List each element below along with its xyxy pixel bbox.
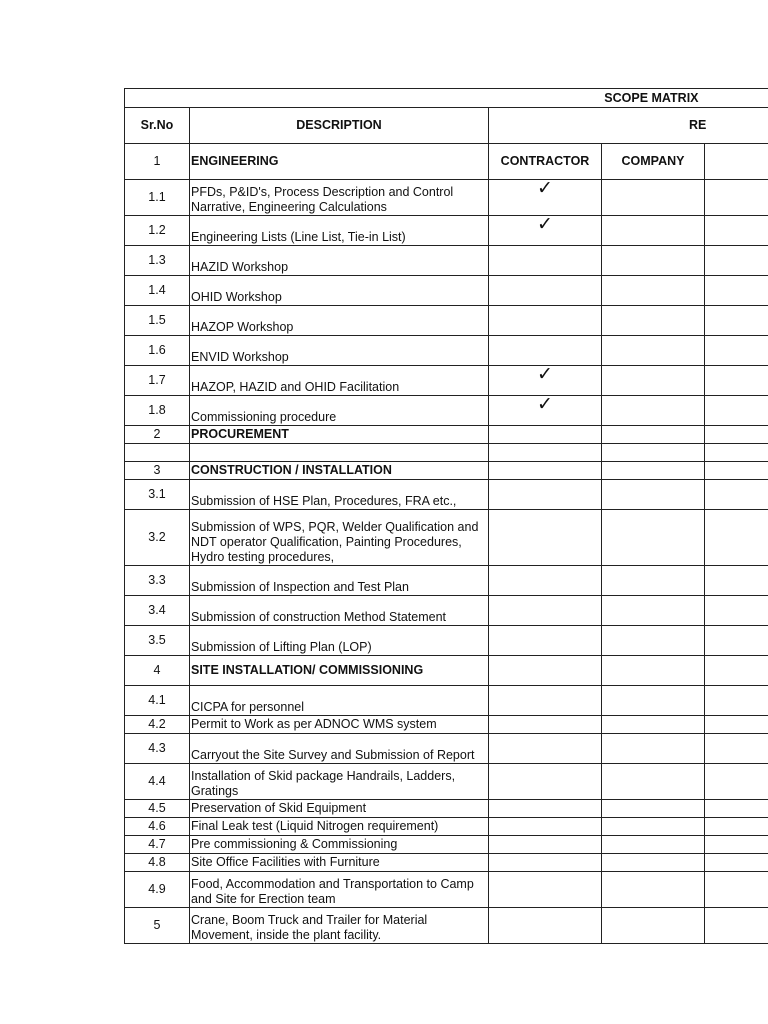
table-row xyxy=(125,180,768,216)
table-row xyxy=(125,656,768,686)
row-extra-cell xyxy=(705,800,768,818)
table-row xyxy=(125,566,768,596)
row-srno: 4.7 xyxy=(125,836,190,854)
row-company-cell xyxy=(602,596,705,626)
row-srno: 1.4 xyxy=(125,276,190,306)
checkmark-icon: ✓ xyxy=(537,215,553,235)
row-company-cell: COMPANY xyxy=(602,144,705,180)
row-extra-cell xyxy=(705,246,768,276)
row-company-cell xyxy=(602,462,705,480)
row-description: Installation of Skid package Handrails, Ladders, Gratings xyxy=(190,764,489,800)
table-row xyxy=(125,716,768,734)
row-company-cell xyxy=(602,276,705,306)
row-company-cell xyxy=(602,480,705,510)
row-description: Site Office Facilities with Furniture xyxy=(190,854,489,872)
row-contractor-cell xyxy=(489,686,602,716)
row-description: PFDs, P&ID's, Process Description and Control Narrative, Engineering Calculations xyxy=(190,180,489,216)
row-company-cell xyxy=(602,396,705,426)
header-srno: Sr.No xyxy=(125,108,190,144)
row-description: Submission of Lifting Plan (LOP) xyxy=(190,626,489,656)
row-company-cell xyxy=(602,626,705,656)
title-row xyxy=(125,89,768,108)
row-srno: 1.8 xyxy=(125,396,190,426)
row-contractor-cell xyxy=(489,908,602,944)
row-company-cell xyxy=(602,764,705,800)
row-extra-cell xyxy=(705,480,768,510)
table-row xyxy=(125,216,768,246)
row-srno: 4 xyxy=(125,656,190,686)
header-description: DESCRIPTION xyxy=(190,108,489,144)
row-description: Submission of HSE Plan, Procedures, FRA etc., xyxy=(190,480,489,510)
row-extra-cell xyxy=(705,872,768,908)
row-contractor-cell xyxy=(489,818,602,836)
row-extra-cell xyxy=(705,216,768,246)
row-description: ENGINEERING xyxy=(190,144,489,180)
table-row xyxy=(125,276,768,306)
row-description xyxy=(190,444,489,462)
table-row xyxy=(125,480,768,510)
row-description: SITE INSTALLATION/ COMMISSIONING xyxy=(190,656,489,686)
row-description: Preservation of Skid Equipment xyxy=(190,800,489,818)
row-description: Submission of WPS, PQR, Welder Qualification and NDT operator Qualification, Painting Procedures, Hydro testing procedures, xyxy=(190,510,489,566)
row-contractor-cell xyxy=(489,836,602,854)
table-row xyxy=(125,764,768,800)
table-row xyxy=(125,626,768,656)
row-description: HAZOP, HAZID and OHID Facilitation xyxy=(190,366,489,396)
row-srno: 4.3 xyxy=(125,734,190,764)
row-srno: 4.8 xyxy=(125,854,190,872)
row-company-cell xyxy=(602,180,705,216)
row-extra-cell xyxy=(705,444,768,462)
row-srno: 5 xyxy=(125,908,190,944)
row-contractor-cell xyxy=(489,626,602,656)
checkmark-icon: ✓ xyxy=(537,179,553,199)
row-description: ENVID Workshop xyxy=(190,336,489,366)
row-srno: 1.3 xyxy=(125,246,190,276)
table-row xyxy=(125,306,768,336)
row-extra-cell xyxy=(705,336,768,366)
row-extra-cell xyxy=(705,764,768,800)
row-company-cell xyxy=(602,716,705,734)
row-company-cell xyxy=(602,836,705,854)
row-contractor-cell xyxy=(489,276,602,306)
row-description: Commissioning procedure xyxy=(190,396,489,426)
row-contractor-cell xyxy=(489,246,602,276)
table-row xyxy=(125,462,768,480)
row-srno: 1.2 xyxy=(125,216,190,246)
row-description: Carryout the Site Survey and Submission of Report xyxy=(190,734,489,764)
row-description: Submission of Inspection and Test Plan xyxy=(190,566,489,596)
row-extra-cell xyxy=(705,276,768,306)
row-contractor-cell xyxy=(489,306,602,336)
row-srno: 3.2 xyxy=(125,510,190,566)
row-company-cell xyxy=(602,426,705,444)
checkmark-icon: ✓ xyxy=(537,395,553,415)
table-row xyxy=(125,596,768,626)
row-srno xyxy=(125,444,190,462)
row-description: OHID Workshop xyxy=(190,276,489,306)
header-row xyxy=(125,108,768,144)
row-extra-cell xyxy=(705,734,768,764)
row-company-cell xyxy=(602,216,705,246)
row-srno: 1.1 xyxy=(125,180,190,216)
row-description: Pre commissioning & Commissioning xyxy=(190,836,489,854)
row-contractor-cell xyxy=(489,462,602,480)
row-contractor-cell xyxy=(489,734,602,764)
row-contractor-cell xyxy=(489,656,602,686)
table-row xyxy=(125,908,768,944)
table-row xyxy=(125,336,768,366)
row-company-cell xyxy=(602,444,705,462)
row-srno: 4.2 xyxy=(125,716,190,734)
scope-matrix-sheet xyxy=(124,88,768,944)
row-description: Final Leak test (Liquid Nitrogen requirement) xyxy=(190,818,489,836)
row-srno: 1.6 xyxy=(125,336,190,366)
row-extra-cell xyxy=(705,656,768,686)
row-contractor-cell xyxy=(489,716,602,734)
row-extra-cell xyxy=(705,510,768,566)
row-company-cell xyxy=(602,366,705,396)
row-contractor-cell xyxy=(489,366,602,396)
row-srno: 1.5 xyxy=(125,306,190,336)
row-extra-cell xyxy=(705,716,768,734)
row-description: CONSTRUCTION / INSTALLATION xyxy=(190,462,489,480)
row-extra-cell xyxy=(705,836,768,854)
row-contractor-cell xyxy=(489,764,602,800)
table-row xyxy=(125,144,768,180)
row-company-cell xyxy=(602,908,705,944)
row-srno: 4.9 xyxy=(125,872,190,908)
row-company-cell xyxy=(602,734,705,764)
row-contractor-cell xyxy=(489,854,602,872)
table-row xyxy=(125,818,768,836)
row-srno: 3 xyxy=(125,462,190,480)
table-row xyxy=(125,510,768,566)
row-company-cell xyxy=(602,336,705,366)
row-company-cell xyxy=(602,686,705,716)
row-company-cell xyxy=(602,872,705,908)
row-company-cell xyxy=(602,656,705,686)
row-description: Food, Accommodation and Transportation to Camp and Site for Erection team xyxy=(190,872,489,908)
row-company-cell xyxy=(602,818,705,836)
row-description: HAZOP Workshop xyxy=(190,306,489,336)
row-srno: 3.5 xyxy=(125,626,190,656)
row-extra-cell xyxy=(705,396,768,426)
row-description: Submission of construction Method Statement xyxy=(190,596,489,626)
row-contractor-cell xyxy=(489,872,602,908)
row-contractor-cell xyxy=(489,596,602,626)
checkmark-icon: ✓ xyxy=(537,365,553,385)
table-row xyxy=(125,872,768,908)
row-company-cell xyxy=(602,306,705,336)
row-srno: 4.5 xyxy=(125,800,190,818)
row-description: PROCUREMENT xyxy=(190,426,489,444)
scope-matrix-table xyxy=(124,88,768,944)
row-srno: 3.1 xyxy=(125,480,190,510)
row-extra-cell xyxy=(705,854,768,872)
row-srno: 3.3 xyxy=(125,566,190,596)
table-row xyxy=(125,734,768,764)
row-description: HAZID Workshop xyxy=(190,246,489,276)
row-company-cell xyxy=(602,800,705,818)
matrix-title: SCOPE MATRIX xyxy=(489,89,705,108)
row-contractor-cell xyxy=(489,444,602,462)
row-extra-cell xyxy=(705,306,768,336)
table-row xyxy=(125,426,768,444)
row-contractor-cell: CONTRACTOR xyxy=(489,144,602,180)
row-extra-cell xyxy=(705,366,768,396)
table-row xyxy=(125,686,768,716)
row-contractor-cell xyxy=(489,800,602,818)
table-row xyxy=(125,246,768,276)
table-row xyxy=(125,836,768,854)
row-contractor-cell xyxy=(489,180,602,216)
row-extra-cell xyxy=(705,566,768,596)
row-extra-cell xyxy=(705,144,768,180)
row-extra-cell xyxy=(705,180,768,216)
row-contractor-cell xyxy=(489,336,602,366)
row-contractor-cell xyxy=(489,396,602,426)
row-extra-cell xyxy=(705,426,768,444)
row-srno: 4.1 xyxy=(125,686,190,716)
row-contractor-cell xyxy=(489,480,602,510)
row-extra-cell xyxy=(705,626,768,656)
row-extra-cell xyxy=(705,596,768,626)
row-contractor-cell xyxy=(489,566,602,596)
row-company-cell xyxy=(602,566,705,596)
row-extra-cell xyxy=(705,818,768,836)
table-row xyxy=(125,854,768,872)
row-srno: 1.7 xyxy=(125,366,190,396)
row-srno: 3.4 xyxy=(125,596,190,626)
row-description: CICPA for personnel xyxy=(190,686,489,716)
table-row xyxy=(125,366,768,396)
row-extra-cell xyxy=(705,908,768,944)
row-contractor-cell xyxy=(489,216,602,246)
row-srno: 2 xyxy=(125,426,190,444)
row-extra-cell xyxy=(705,686,768,716)
row-contractor-cell xyxy=(489,426,602,444)
header-responsibility: RE xyxy=(489,108,768,144)
row-description: Permit to Work as per ADNOC WMS system xyxy=(190,716,489,734)
row-extra-cell xyxy=(705,462,768,480)
table-row xyxy=(125,396,768,426)
row-contractor-cell xyxy=(489,510,602,566)
row-company-cell xyxy=(602,246,705,276)
row-description: Crane, Boom Truck and Trailer for Material Movement, inside the plant facility. xyxy=(190,908,489,944)
row-company-cell xyxy=(602,510,705,566)
row-description: Engineering Lists (Line List, Tie-in List) xyxy=(190,216,489,246)
row-srno: 1 xyxy=(125,144,190,180)
row-company-cell xyxy=(602,854,705,872)
table-row xyxy=(125,444,768,462)
row-srno: 4.6 xyxy=(125,818,190,836)
table-row xyxy=(125,800,768,818)
row-srno: 4.4 xyxy=(125,764,190,800)
